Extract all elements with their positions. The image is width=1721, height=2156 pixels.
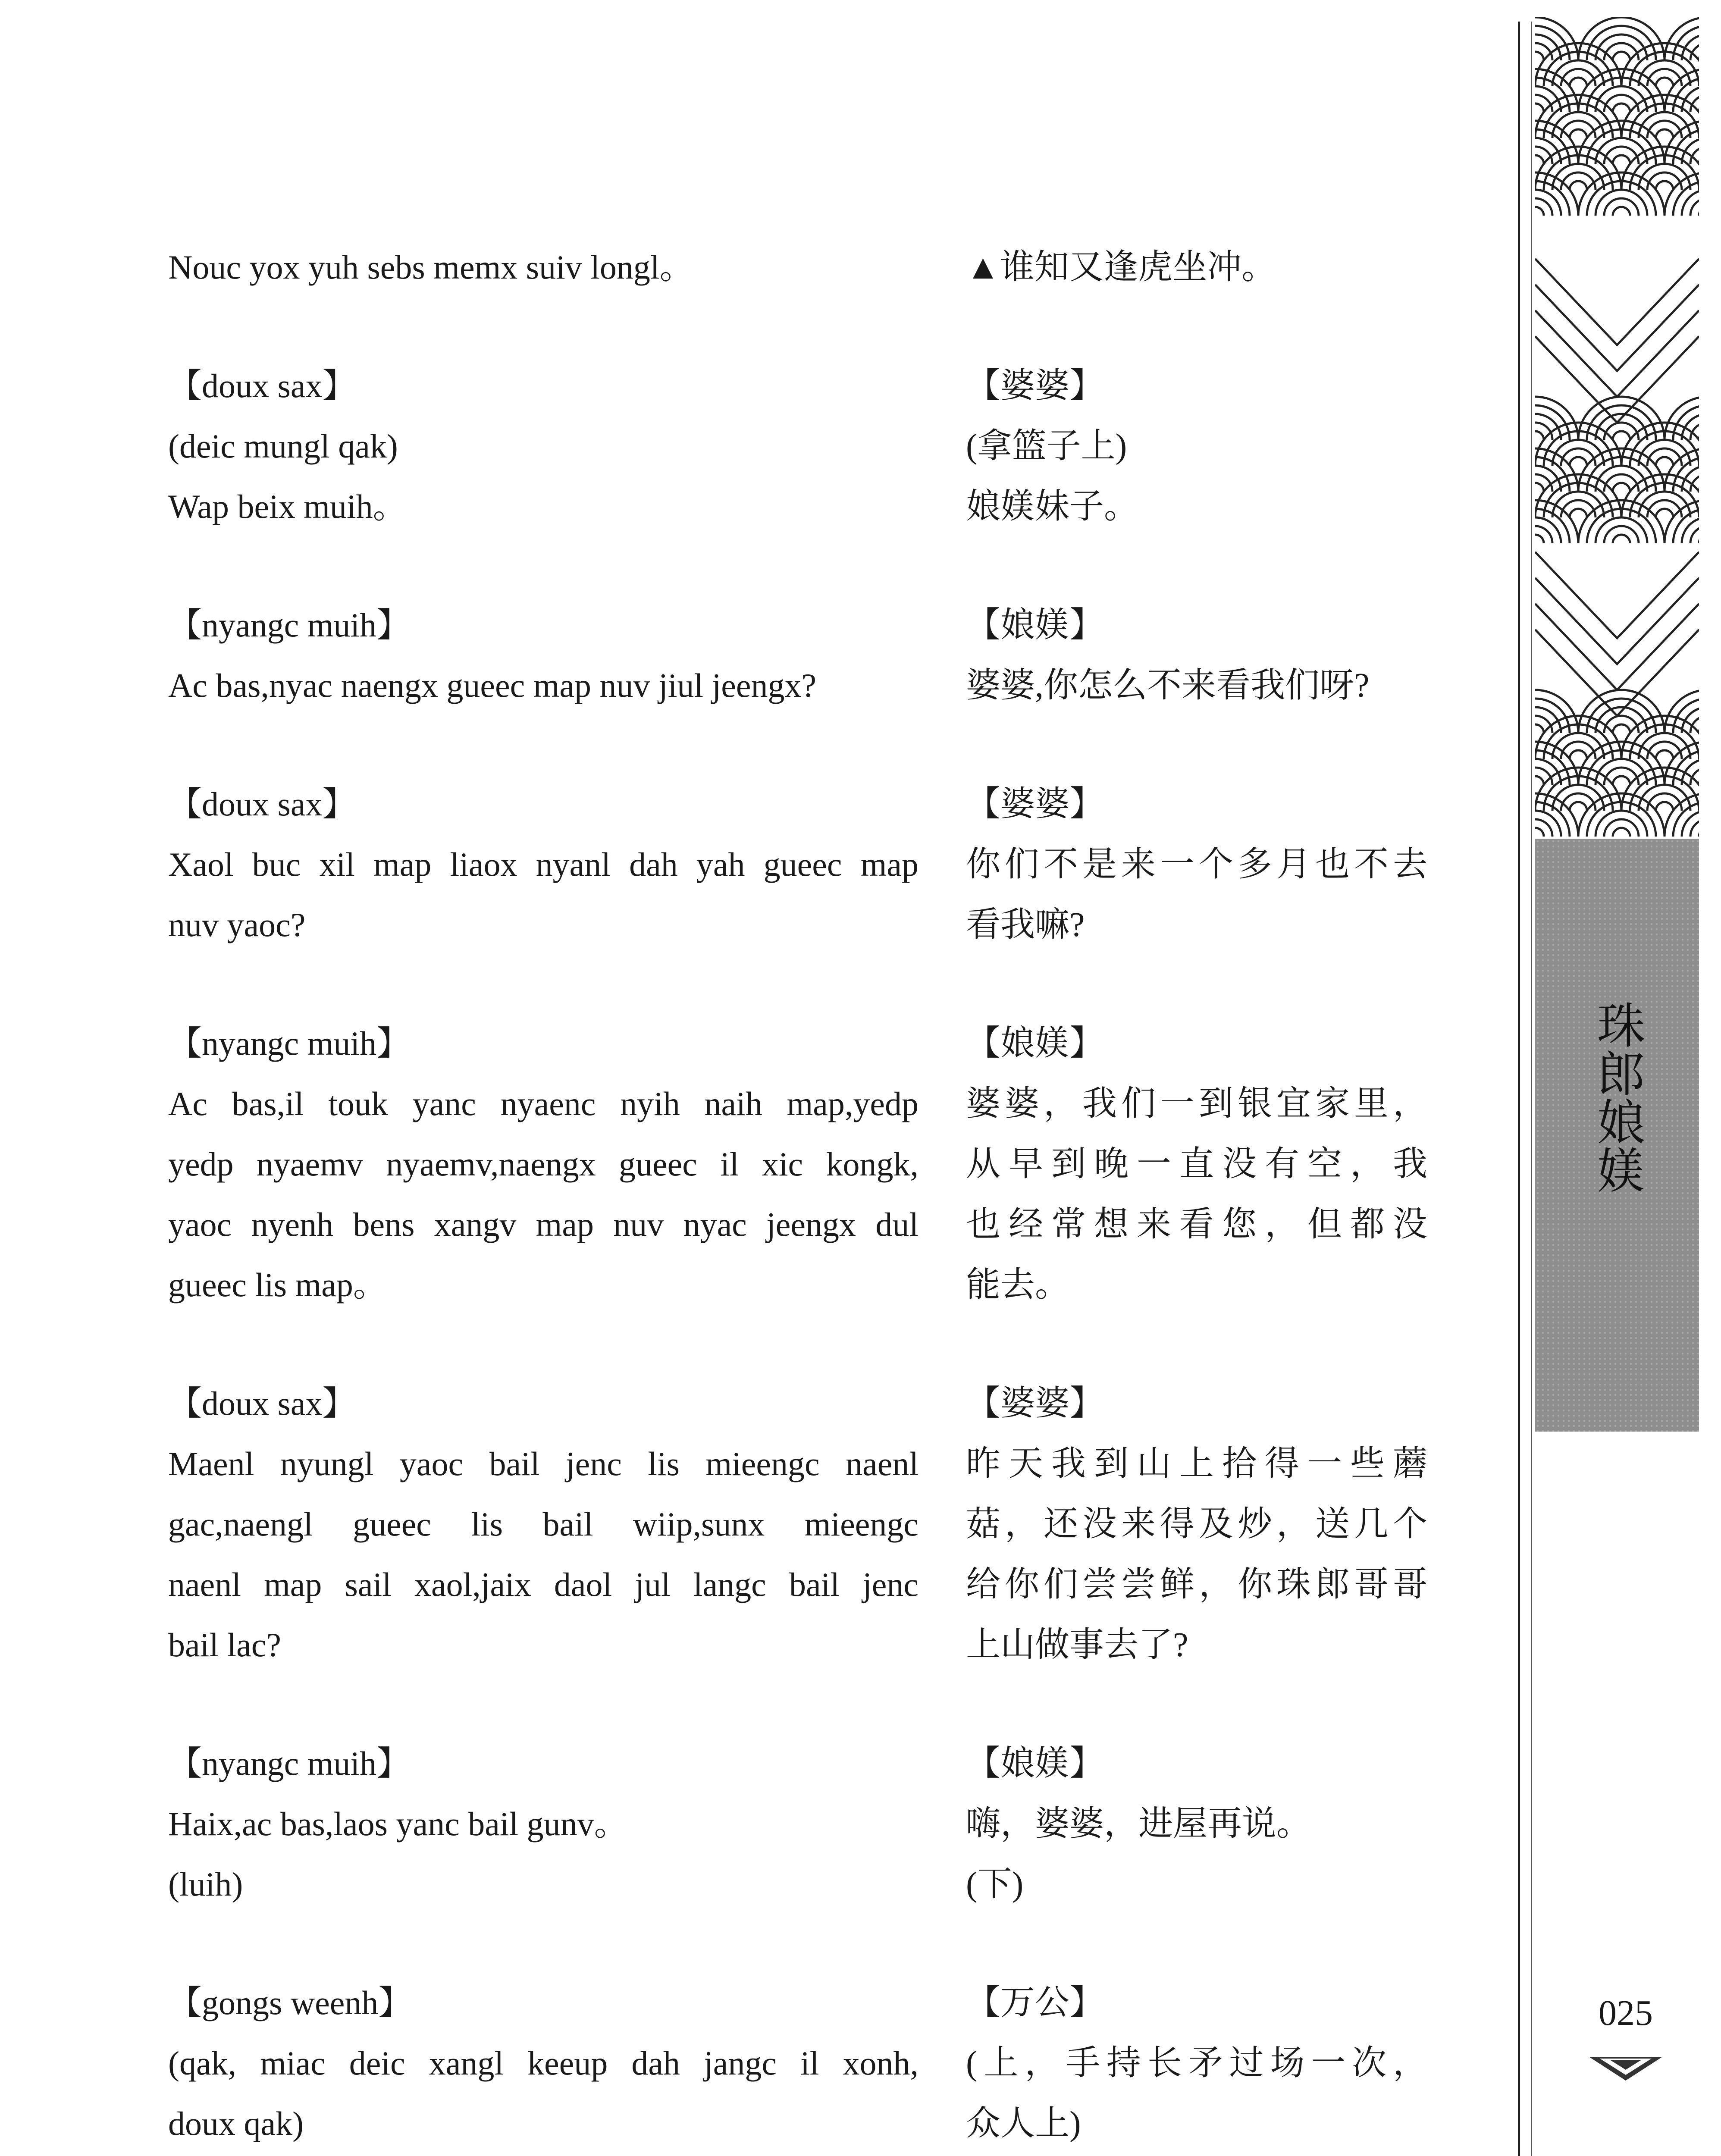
speaker-label: 【gongs weenh】 [168, 1984, 412, 2021]
left-line: bail lac? [168, 1626, 281, 1664]
left-line: naenl map sail xaol,jaix daol jul langc bail jenc [168, 1566, 918, 1603]
left-line: Haix,ac bas,laos yanc bail gunv。 [168, 1805, 628, 1843]
stage-direction: (deic mungl qak) [168, 427, 398, 465]
wave-pattern-ornament [1535, 17, 1699, 837]
right-line: 看我嘛? [966, 906, 1085, 944]
speaker-label: 【nyangc muih】 [168, 1745, 411, 1782]
left-line: yedp nyaemv nyaemv,naengx gueec il xic kongk, [168, 1145, 918, 1183]
left-line: gac,naengl gueec lis bail wiip,sunx mieengc [168, 1505, 918, 1543]
speaker-label: 【doux sax】 [168, 367, 356, 404]
left-line: Ac bas,nyac naengx gueec map nuv jiul jeengx? [168, 667, 817, 704]
stage-direction: (上，手持长矛过场一次， [966, 2044, 1427, 2082]
left-line: yaoc nyenh bens xangv map nuv nyac jeengx dul [168, 1206, 918, 1243]
speaker-label: 【婆婆】 [966, 367, 1104, 405]
right-line: 也经常想来看您，但都没 [966, 1206, 1427, 1244]
margin-rule-inner [1531, 22, 1532, 2156]
right-line: 上山做事去了? [966, 1626, 1188, 1664]
right-line: ▲谁知又逢虎坐冲。 [966, 248, 1276, 286]
speaker-label: 【婆婆】 [966, 1385, 1104, 1423]
stage-direction: doux qak) [168, 2105, 304, 2142]
left-line: Ac bas,il touk yanc nyaenc nyih naih map,yedp [168, 1085, 918, 1122]
right-line: 娘媄妹子。 [966, 488, 1138, 526]
stage-direction: (下) [966, 1865, 1024, 1903]
right-line: 从早到晚一直没有空，我 [966, 1145, 1427, 1183]
right-line: 给你们尝尝鲜，你珠郎哥哥 [966, 1566, 1427, 1604]
speaker-label: 【nyangc muih】 [168, 1025, 411, 1062]
speaker-label: 【nyangc muih】 [168, 606, 411, 644]
stage-direction: (拿篮子上) [966, 427, 1127, 465]
right-line: 婆婆，我们一到银宜家里， [966, 1085, 1427, 1123]
right-line: 你们不是来一个多月也不去 [966, 846, 1427, 884]
right-line: 婆婆,你怎么不来看我们呀? [966, 667, 1370, 705]
left-line: gueec lis map。 [168, 1266, 387, 1304]
left-line: nuv yaoc? [168, 906, 306, 943]
left-line: Xaol buc xil map liaox nyanl dah yah gueec map [168, 846, 918, 883]
left-line: Maenl nyungl yaoc bail jenc lis mieengc naenl [168, 1445, 918, 1482]
speaker-label: 【娘媄】 [966, 606, 1104, 644]
speaker-label: 【娘媄】 [966, 1745, 1104, 1783]
margin-rule [1518, 22, 1520, 2156]
speaker-label: 【doux sax】 [168, 1385, 356, 1422]
stage-direction: (qak, miac deic xangl keeup dah jangc il xonh, [168, 2044, 918, 2082]
speaker-label: 【doux sax】 [168, 785, 356, 823]
right-line: 昨天我到山上拾得一些蘑 [966, 1445, 1427, 1483]
left-line: Wap beix muih。 [168, 488, 407, 525]
page-number-ornament-icon [1587, 2053, 1665, 2083]
stage-direction: 众人上) [966, 2105, 1081, 2143]
right-line: 菇，还没来得及炒，送几个 [966, 1505, 1427, 1543]
side-title: 珠郎娘媄 [1589, 1000, 1645, 1194]
page-number: 025 [1599, 1993, 1653, 2033]
right-line: 能去。 [966, 1266, 1069, 1304]
speaker-label: 【万公】 [966, 1984, 1104, 2022]
stage-direction: (luih) [168, 1865, 243, 1903]
speaker-label: 【娘媄】 [966, 1025, 1104, 1062]
speaker-label: 【婆婆】 [966, 785, 1104, 823]
right-line: 嗨，婆婆，进屋再说。 [966, 1805, 1311, 1843]
left-line: Nouc yox yuh sebs memx suiv longl。 [168, 248, 693, 286]
